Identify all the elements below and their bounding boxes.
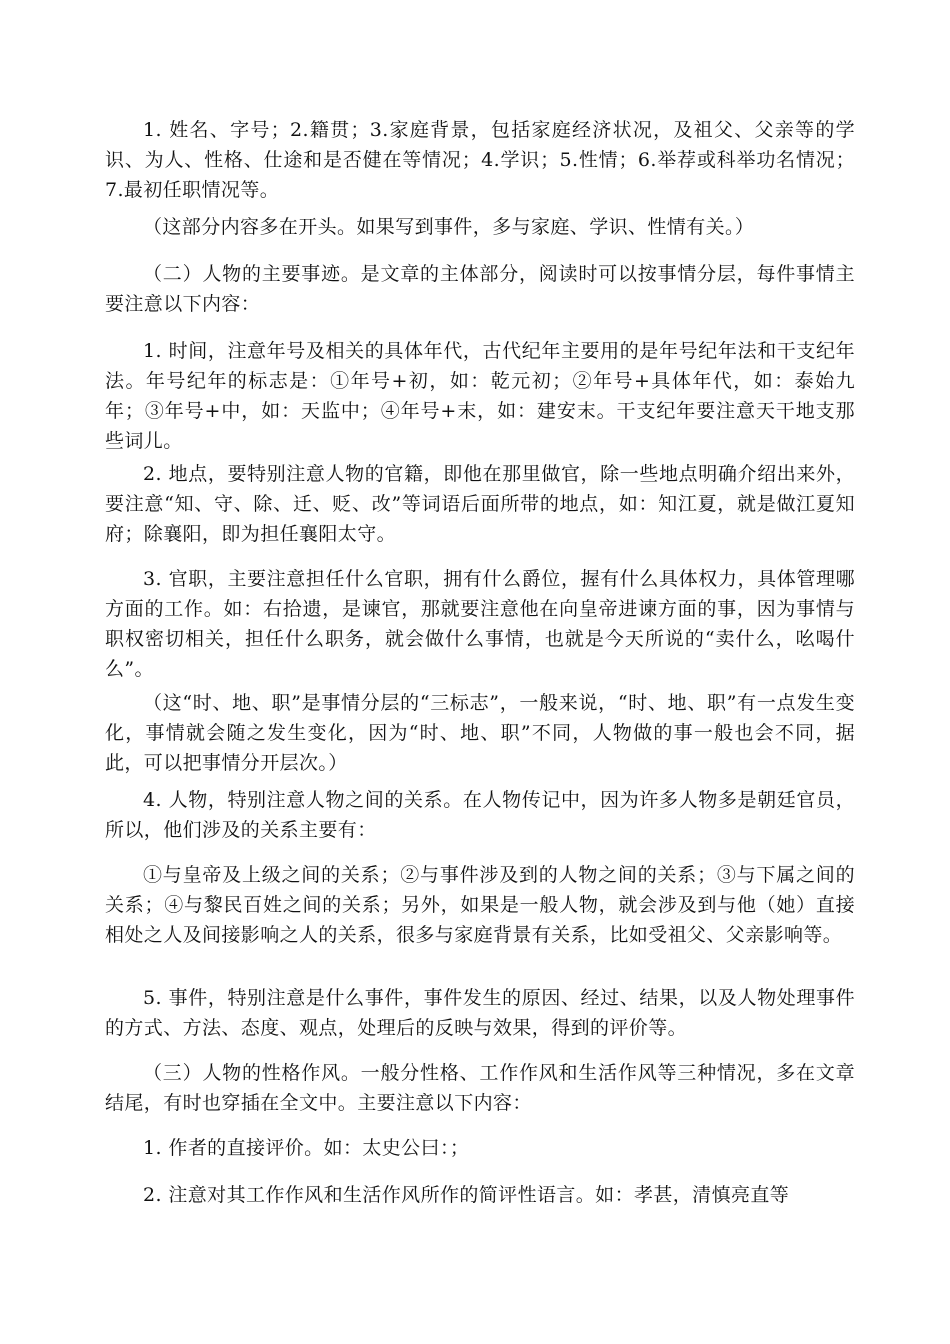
paragraph-section-two-heading: （二）人物的主要事迹。是文章的主体部分，阅读时可以按事情分层，每件事情主要注意以下内容：	[105, 263, 855, 315]
paragraph-place: 2. 地点，要特别注意人物的官籍，即他在那里做官，除一些地点明确介绍出来外，要注意“知、守、除、迁、贬、改”等词语后面所带的地点，如：知江夏，就是做江夏知府；除襄阳，即为担任襄阳太守。	[105, 463, 855, 545]
paragraph-people: 4. 人物，特别注意人物之间的关系。在人物传记中，因为许多人物多是朝廷官员，所以，他们涉及的关系主要有：	[105, 789, 855, 841]
paragraph-author-evaluation: 1. 作者的直接评价。如：太史公曰：；	[143, 1137, 470, 1159]
paragraph-office: 3. 官职，主要注意担任什么官职，拥有什么爵位，握有什么具体权力，具体管理哪方面的工作。如：右拾遗，是谏官，那就要注意他在向皇帝进谏方面的事，因为事情与职权密切相关，担任什么职务，就会做什么事情，也就是今天所说的“卖什么，吆喝什么”。	[105, 568, 855, 680]
paragraph-basic-info-note: （这部分内容多在开头。如果写到事件，多与家庭、学识、性情有关。）	[143, 216, 755, 238]
paragraph-basic-info-list: 1. 姓名、字号；2.籍贯；3.家庭背景，包括家庭经济状况，及祖父、父亲等的学识、为人、性格、仕途和是否健在等情况；4.学识；5.性情；6.举荐或科举功名情况；7.最初任职情况等。	[105, 119, 855, 201]
paragraph-events: 5. 事件，特别注意是什么事件，事件发生的原因、经过、结果，以及人物处理事件的方式、方法、态度、观点，处理后的反映与效果，得到的评价等。	[105, 987, 855, 1039]
paragraph-relationships: ①与皇帝及上级之间的关系；②与事件涉及到的人物之间的关系；③与下属之间的关系；④与黎民百姓之间的关系；另外，如果是一般人物，就会涉及到与他（她）直接相处之人及间接影响之人的关系，很多与家庭背景有关系，比如受祖父、父亲影响等。	[105, 864, 855, 946]
paragraph-three-markers-note: （这“时、地、职”是事情分层的“三标志”，一般来说，“时、地、职”有一点发生变化，事情就会随之发生变化，因为“时、地、职”不同，人物做的事一般也会不同，据此，可以把事情分开层次。）	[105, 692, 855, 774]
paragraph-time: 1. 时间，注意年号及相关的具体年代，古代纪年主要用的是年号纪年法和干支纪年法。年号纪年的标志是：①年号+初，如：乾元初；②年号+具体年代，如：泰始九年；③年号+中，如：天监中；④年号+末，如：建安末。干支纪年要注意天干地支那些词儿。	[105, 340, 855, 452]
paragraph-brief-comments: 2. 注意对其工作作风和生活作风所作的简评性语言。如：孝甚，清慎亮直等	[143, 1184, 790, 1206]
paragraph-section-three-heading: （三）人物的性格作风。一般分性格、工作作风和生活作风等三种情况，多在文章结尾，有时也穿插在全文中。主要注意以下内容：	[105, 1062, 855, 1114]
